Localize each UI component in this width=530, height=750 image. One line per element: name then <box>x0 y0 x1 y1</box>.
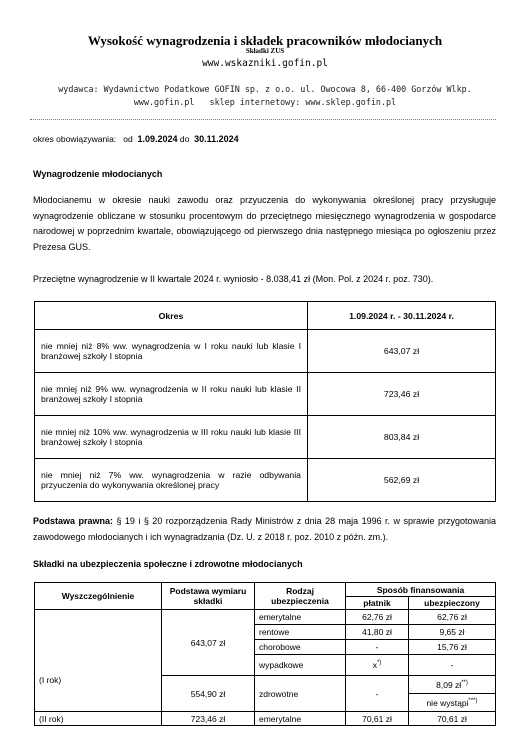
wages-table <box>34 301 496 502</box>
legal-text: § 19 i § 20 rozporządzenia Rady Ministrów z dnia 28 maja 1996 r. w sprawie przygotowania zawodowego młodocianych i ich wynagradzania (Dz. U. z 2018 r. poz. 2010 z późn. zm.). <box>33 516 496 542</box>
insurance-type: wypadkowe <box>255 655 346 676</box>
period-label: okres obowiązywania: <box>33 134 117 144</box>
insured-value: 15,76 zł <box>409 640 496 655</box>
insurance-type: chorobowe <box>255 640 346 655</box>
h-insured: ubezpieczony <box>409 597 496 610</box>
not-applicable: nie wystąpi <box>426 697 469 708</box>
average-wage-text: Przeciętne wynagrodzenie w II kwartale 2024 r. wyniosło - 8.038,41 zł (Mon. Pol. z 2024 r. poz. 730). <box>33 274 434 284</box>
base-value: 554,90 zł <box>162 676 255 712</box>
table-row <box>35 610 496 625</box>
page-title: Wysokość wynagrodzenia i składek pracowników młodocianych <box>87 33 443 48</box>
page-subtitle: Składki ZUS <box>245 47 285 55</box>
table-row <box>35 416 496 459</box>
payer-value: - <box>346 640 409 655</box>
row-value: 723,46 zł <box>308 373 496 416</box>
col-value: 1.09.2024 r. - 30.11.2024 r. <box>308 302 496 330</box>
period-to: 30.11.2024 <box>194 134 239 144</box>
validity-period <box>33 134 239 144</box>
period-from: 1.09.2024 <box>137 134 178 144</box>
insurance-type: emerytalne <box>255 712 346 726</box>
payer-x: x <box>372 660 377 670</box>
publisher-info <box>0 83 530 109</box>
row-desc: nie mniej niż 7% ww. wynagrodzenia w razie odbywania przyuczenia do wykonywania określonej pracy <box>35 459 308 502</box>
insured-value <box>409 694 496 712</box>
row-value: 562,69 zł <box>308 459 496 502</box>
publisher-line-1: wydawca: Wydawnictwo Podatkowe GOFIN sp. z o.o. ul. Owocowa 8, 66-400 Gorzów Wlkp. <box>58 84 472 94</box>
insurance-type: emerytalne <box>255 610 346 625</box>
section-heading-wages: Wynagrodzenie młodocianych <box>33 169 163 179</box>
insurance-type: zdrowotne <box>255 676 346 712</box>
table-row <box>35 712 496 726</box>
insured-value: 70,61 zł <box>409 712 496 726</box>
insured-value: 9,65 zł <box>409 625 496 640</box>
legal-basis <box>33 514 496 545</box>
insurance-type: rentowe <box>255 625 346 640</box>
footnote-marker: **) <box>461 679 468 686</box>
base-value: 643,07 zł <box>162 610 255 676</box>
payer-value: 62,76 zł <box>346 610 409 625</box>
h-type: Rodzaj ubezpieczenia <box>255 583 346 610</box>
h-payer: płatnik <box>346 597 409 610</box>
table-row <box>35 373 496 416</box>
insured-value <box>409 676 496 694</box>
table-row <box>35 330 496 373</box>
year-label: (II rok) <box>35 712 162 726</box>
publisher-line-2: www.gofin.pl sklep internetowy: www.sklep.gofin.pl <box>133 97 397 107</box>
period-to-word: do <box>179 134 190 144</box>
period-from-word: od <box>123 134 133 144</box>
payer-value: 70,61 zł <box>346 712 409 726</box>
divider <box>30 119 496 120</box>
health-value: 8,09 zł <box>436 679 462 690</box>
payer-value: 41,80 zł <box>346 625 409 640</box>
col-period: Okres <box>35 302 308 330</box>
footnote-marker: ***) <box>468 697 478 704</box>
insured-value: - <box>409 655 496 676</box>
footnote-marker: *) <box>376 660 382 667</box>
h-base: Podstawa wymiaru składki <box>162 583 255 610</box>
row-desc: nie mniej niż 8% ww. wynagrodzenia w I roku nauki lub klasie I branżowej szkoły I stopnia <box>35 330 308 373</box>
row-value: 643,07 zł <box>308 330 496 373</box>
table-header-row <box>35 583 496 597</box>
site-link[interactable]: www.wskazniki.gofin.pl <box>202 58 328 69</box>
table-row <box>35 459 496 502</box>
contributions-table <box>34 582 496 726</box>
payer-value: - <box>346 676 409 712</box>
row-value: 803,84 zł <box>308 416 496 459</box>
table-header-row <box>35 302 496 330</box>
year-label: (I rok) <box>35 610 162 712</box>
base-value: 723,46 zł <box>162 712 255 726</box>
row-desc: nie mniej niż 10% ww. wynagrodzenia w III roku nauki lub klasie III branżowej szkoły I stopnia <box>35 416 308 459</box>
wages-paragraph: Młodocianemu w okresie nauki zawodu oraz przyuczenia do wykonywania określonej pracy przysługuje wynagrodzenie obliczane w stosunku procentowym do przeciętnego miesięcznego wynagrodzenia w gospodarce narodowej w poprzednim kwartale, obowiązującego od pierwszego dnia następnego miesiąca po ogłoszeniu przez Prezesa GUS. <box>33 195 496 252</box>
section-heading-contributions: Składki na ubezpieczenia społeczne i zdrowotne młodocianych <box>33 559 303 569</box>
h-financing: Sposób finansowania <box>346 583 496 597</box>
h-spec: Wyszczególnienie <box>35 583 162 610</box>
legal-label: Podstawa prawna: <box>33 516 113 526</box>
payer-value <box>346 655 409 676</box>
insured-value: 62,76 zł <box>409 610 496 625</box>
row-desc: nie mniej niż 9% ww. wynagrodzenia w II roku nauki lub klasie II branżowej szkoły I stopnia <box>35 373 308 416</box>
